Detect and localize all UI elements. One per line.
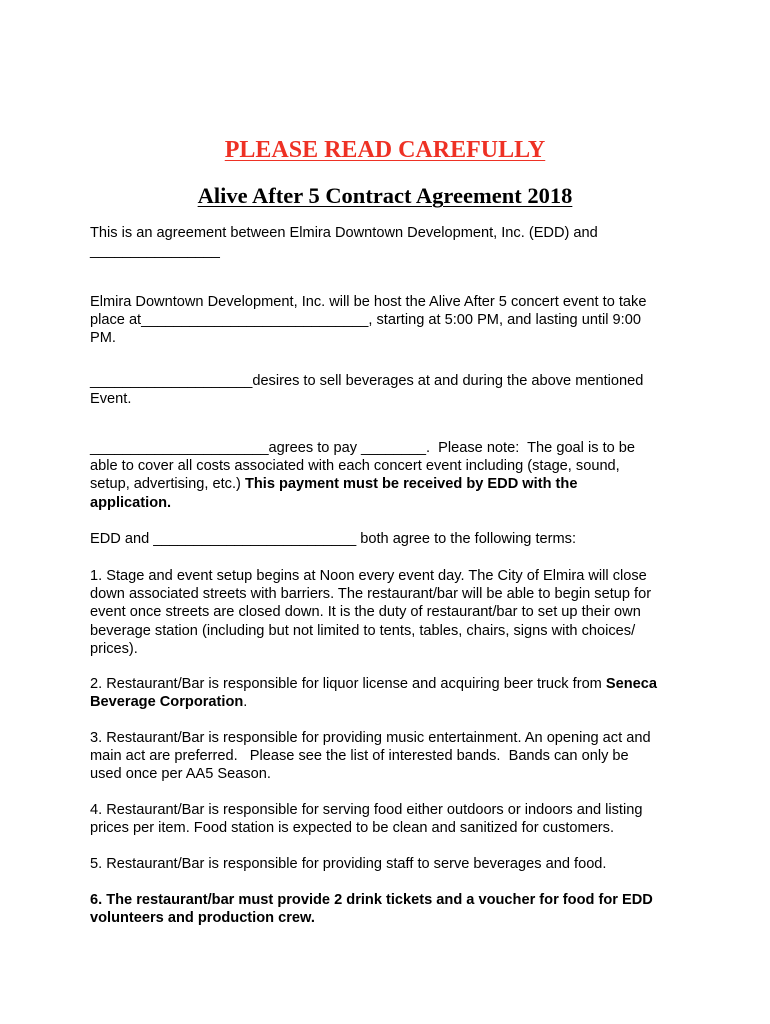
warning-heading: PLEASE READ CAREFULLY (224, 137, 546, 163)
term-1 (90, 567, 690, 658)
term-line: prices). (90, 640, 138, 657)
desire-line: ____________________desires to sell beverages at and during the above mentioned (90, 373, 644, 389)
desire-paragraph (90, 372, 690, 408)
agree-line: EDD and _________________________ both agree to the following terms: (90, 531, 577, 547)
term-line: beverage station (including but not limited to tents, tables, chairs, signs with choices/ (90, 622, 636, 639)
location-line: PM. (90, 330, 116, 347)
intro-blank-line: ________________ (90, 243, 220, 260)
intro-paragraph (90, 224, 690, 260)
desire-line: Event. (90, 391, 132, 408)
term-line: event once streets are closed down. It is the duty of restaurant/bar to set up their own (90, 604, 641, 621)
term-line: 6. The restaurant/bar must provide 2 drink tickets and a voucher for food for EDD (90, 892, 653, 908)
term-4 (90, 801, 690, 837)
term-line (90, 675, 690, 693)
location-line: Elmira Downtown Development, Inc. will be host the Alive After 5 concert event to take (90, 294, 647, 310)
term-emphasis: Seneca (605, 676, 658, 692)
contract-title: Alive After 5 Contract Agreement 2018 (197, 183, 573, 208)
term-6 (90, 891, 690, 927)
payment-line: ______________________agrees to pay ________. Please note: The goal is to be (90, 440, 636, 456)
term-line: volunteers and production crew. (90, 910, 315, 927)
term-2 (90, 675, 690, 711)
agree-paragraph (90, 530, 690, 548)
payment-paragraph (90, 439, 690, 512)
term-5 (90, 855, 690, 873)
payment-line (90, 475, 690, 493)
term-text: . (243, 694, 248, 711)
term-line: 4. Restaurant/Bar is responsible for serving food either outdoors or indoors and listing (90, 802, 643, 818)
payment-emphasis: This payment must be received by EDD with the (244, 476, 578, 493)
term-3 (90, 729, 690, 784)
payment-emphasis-line: application. (90, 494, 172, 511)
term-line: 3. Restaurant/Bar is responsible for providing music entertainment. An opening act and (90, 730, 651, 746)
term-line: main act are preferred. Please see the list of interested bands. Bands can only be (90, 748, 629, 765)
intro-line: This is an agreement between Elmira Downtown Development, Inc. (EDD) and (90, 225, 598, 241)
term-line: down associated streets with barriers. The restaurant/bar will be able to begin setup for (90, 586, 652, 603)
term-line: prices per item. Food station is expected to be clean and sanitized for customers. (90, 820, 615, 837)
payment-line: able to cover all costs associated with each concert event including (stage, sound, (90, 458, 620, 475)
term-line: used once per AA5 Season. (90, 766, 271, 783)
term-line (90, 693, 690, 711)
term-text: 2. Restaurant/Bar is responsible for liquor license and acquiring beer truck from (90, 676, 606, 692)
term-line: 5. Restaurant/Bar is responsible for providing staff to serve beverages and food. (90, 856, 607, 872)
term-line: 1. Stage and event setup begins at Noon every event day. The City of Elmira will close (90, 568, 647, 584)
location-paragraph (90, 293, 690, 348)
payment-text: setup, advertising, etc.) (90, 476, 245, 493)
location-line: place at____________________________, starting at 5:00 PM, and lasting until 9:00 (90, 312, 641, 329)
term-emphasis: Beverage Corporation (90, 694, 244, 711)
